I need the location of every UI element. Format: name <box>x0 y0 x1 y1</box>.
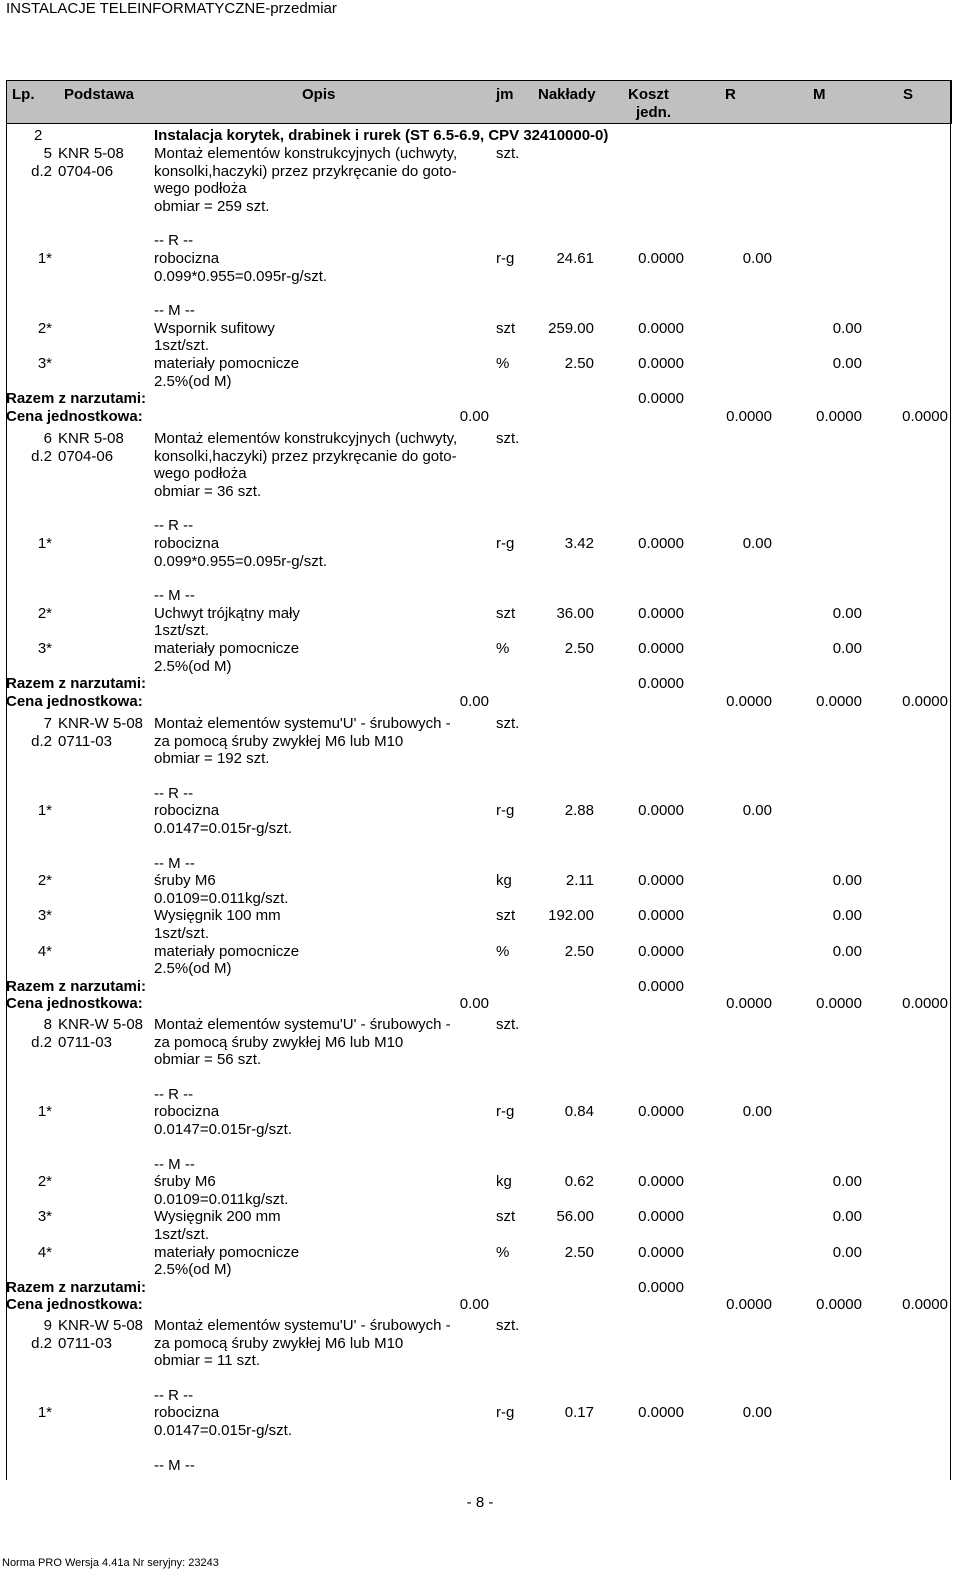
material-value: 0.00 <box>832 355 862 372</box>
resource-value: 0.00 <box>742 1103 772 1121</box>
cena-label: Cena jednostkowa: <box>6 692 143 710</box>
resource-formula: 0.0147=0.015r-g/szt. <box>154 1422 293 1439</box>
cena-r: 0.0000 <box>726 407 772 425</box>
resource-index: 1* <box>37 535 52 552</box>
resource-qty: 2.88 <box>564 802 594 820</box>
table-header <box>6 80 952 124</box>
resource-unit: r-g <box>496 1404 515 1422</box>
resource-value: 0.00 <box>742 250 772 267</box>
resource-formula: 0.099*0.955=0.095r-g/szt. <box>154 552 328 570</box>
position-unit: szt. <box>496 1016 520 1033</box>
cena-s: 0.0000 <box>902 692 948 710</box>
cena-value: 0.00 <box>459 692 489 710</box>
material-name: Wysięgnik 200 mm <box>154 1208 281 1226</box>
resource-index: 1* <box>37 802 52 820</box>
material-price: 0.0000 <box>638 319 684 337</box>
position-description: konsolki,haczyki) przez przykręcanie do goto- <box>154 447 457 465</box>
labor-marker: -- R -- <box>154 517 194 535</box>
material-index: 2* <box>37 604 52 622</box>
resource-formula: 0.0147=0.015r-g/szt. <box>154 820 293 837</box>
resource-qty: 3.42 <box>564 535 594 552</box>
material-formula: 1szt/szt. <box>154 337 210 355</box>
cena-m: 0.0000 <box>816 1296 862 1314</box>
position-description: wego podłoża <box>154 180 247 198</box>
material-index: 3* <box>37 1208 52 1226</box>
material-formula: 2.5%(od M) <box>154 657 232 675</box>
material-index: 2* <box>37 1173 52 1191</box>
resource-qty: 24.61 <box>556 250 594 267</box>
resource-unit: r-g <box>496 1103 515 1121</box>
position-number: 7 <box>43 715 52 732</box>
razem-label: Razem z narzutami: <box>6 1278 147 1296</box>
material-value: 0.00 <box>832 1243 862 1261</box>
position-unit: szt. <box>496 715 520 732</box>
resource-formula: 0.099*0.955=0.095r-g/szt. <box>154 267 328 285</box>
cena-r: 0.0000 <box>726 995 772 1013</box>
header-opis: Opis <box>302 86 336 103</box>
header-m: M <box>813 86 826 103</box>
material-qty: 2.50 <box>564 942 594 960</box>
position-basis: KNR-W 5-08 <box>58 1317 144 1334</box>
position-basis-code: 0704-06 <box>58 162 114 180</box>
material-price: 0.0000 <box>638 1208 684 1226</box>
material-qty: 192.00 <box>548 907 594 925</box>
cena-r: 0.0000 <box>726 692 772 710</box>
cena-m: 0.0000 <box>816 692 862 710</box>
position-sub: d.2 <box>31 1033 52 1051</box>
material-value: 0.00 <box>832 604 862 622</box>
position-unit: szt. <box>496 430 520 447</box>
material-formula: 1szt/szt. <box>154 622 210 640</box>
position-sub: d.2 <box>31 732 52 750</box>
position-description: za pomocą śruby zwykłej M6 lub M10 <box>154 1033 404 1051</box>
material-name: śruby M6 <box>154 872 216 890</box>
material-unit: szt <box>496 319 516 337</box>
resource-qty: 0.84 <box>564 1103 594 1121</box>
material-price: 0.0000 <box>638 907 684 925</box>
position-description: za pomocą śruby zwykłej M6 lub M10 <box>154 1334 404 1352</box>
position-basis: KNR-W 5-08 <box>58 1016 144 1033</box>
resource-price: 0.0000 <box>638 1103 684 1121</box>
razem-label: Razem z narzutami: <box>6 390 147 408</box>
table-left-border <box>6 80 7 1480</box>
header-s: S <box>903 86 914 103</box>
material-marker: -- M -- <box>154 587 195 605</box>
cena-m: 0.0000 <box>816 407 862 425</box>
material-qty: 2.50 <box>564 355 594 372</box>
position-sub: d.2 <box>31 447 52 465</box>
resource-name: robocizna <box>154 1103 220 1121</box>
cena-label: Cena jednostkowa: <box>6 995 143 1013</box>
position-obmiar: obmiar = 36 szt. <box>154 482 262 500</box>
position-sub: d.2 <box>31 1334 52 1352</box>
resource-index: 1* <box>37 1103 52 1121</box>
position-description: Montaż elementów systemu'U' - śrubowych - <box>154 715 451 732</box>
resource-unit: r-g <box>496 535 515 552</box>
material-name: Wysięgnik 100 mm <box>154 907 281 925</box>
labor-marker: -- R -- <box>154 784 194 802</box>
razem-label: Razem z narzutami: <box>6 675 147 693</box>
material-name: materiały pomocnicze <box>154 942 300 960</box>
material-unit: kg <box>496 872 512 890</box>
header-jm: jm <box>496 86 514 103</box>
resource-name: robocizna <box>154 802 220 820</box>
material-unit: % <box>496 640 510 657</box>
section-title: Instalacja korytek, drabinek i rurek (ST 6.5-6.9, CPV 32410000-0) <box>154 127 609 144</box>
position-unit: szt. <box>496 1317 520 1334</box>
material-index: 3* <box>37 640 52 657</box>
material-qty: 2.50 <box>564 1243 594 1261</box>
position-description: Montaż elementów konstrukcyjnych (uchwyty, <box>154 430 458 447</box>
material-formula: 2.5%(od M) <box>154 372 232 390</box>
position-number: 6 <box>43 430 52 447</box>
labor-marker: -- R -- <box>154 1085 194 1103</box>
material-name: materiały pomocnicze <box>154 1243 300 1261</box>
material-qty: 2.50 <box>564 640 594 657</box>
material-unit: szt <box>496 1208 516 1226</box>
material-price: 0.0000 <box>638 1243 684 1261</box>
position-basis: KNR-W 5-08 <box>58 715 144 732</box>
position-obmiar: obmiar = 11 szt. <box>154 1352 261 1370</box>
material-value: 0.00 <box>832 907 862 925</box>
material-price: 0.0000 <box>638 604 684 622</box>
resource-name: robocizna <box>154 535 220 552</box>
material-unit: szt <box>496 604 516 622</box>
position-description: Montaż elementów systemu'U' - śrubowych - <box>154 1317 451 1334</box>
material-name: Uchwyt trójkątny mały <box>154 604 300 622</box>
cena-m: 0.0000 <box>816 995 862 1013</box>
material-name: Wspornik sufitowy <box>154 319 275 337</box>
razem-value: 0.0000 <box>638 675 684 693</box>
material-name: materiały pomocnicze <box>154 640 300 657</box>
material-value: 0.00 <box>832 319 862 337</box>
material-unit: % <box>496 1243 510 1261</box>
header-naklady: Nakłady <box>538 86 596 103</box>
position-number: 9 <box>43 1317 52 1334</box>
resource-name: robocizna <box>154 1404 220 1422</box>
position-obmiar: obmiar = 259 szt. <box>154 197 270 215</box>
resource-index: 1* <box>37 250 52 267</box>
material-formula: 1szt/szt. <box>154 1226 210 1243</box>
cena-value: 0.00 <box>459 407 489 425</box>
page-number: - 8 - <box>466 1494 494 1511</box>
header-r: R <box>725 86 736 103</box>
labor-marker: -- R -- <box>154 1386 194 1404</box>
material-price: 0.0000 <box>638 640 684 657</box>
material-name: śruby M6 <box>154 1173 216 1191</box>
material-index: 2* <box>37 319 52 337</box>
material-unit: % <box>496 355 510 372</box>
resource-index: 1* <box>37 1404 52 1422</box>
section-number: 2 <box>34 127 43 144</box>
resource-value: 0.00 <box>742 802 772 820</box>
position-obmiar: obmiar = 192 szt. <box>154 750 270 768</box>
position-basis-code: 0704-06 <box>58 447 114 465</box>
razem-value: 0.0000 <box>638 1278 684 1296</box>
material-unit: % <box>496 942 510 960</box>
material-marker: -- M -- <box>154 1155 195 1173</box>
material-index: 3* <box>37 907 52 925</box>
material-qty: 56.00 <box>556 1208 594 1226</box>
material-value: 0.00 <box>832 872 862 890</box>
cena-label: Cena jednostkowa: <box>6 407 143 425</box>
material-marker: -- M -- <box>154 854 195 872</box>
position-description: za pomocą śruby zwykłej M6 lub M10 <box>154 732 404 750</box>
position-description: Montaż elementów systemu'U' - śrubowych - <box>154 1016 451 1033</box>
position-description: wego podłoża <box>154 465 247 483</box>
position-sub: d.2 <box>31 162 52 180</box>
document-title: INSTALACJE TELEINFORMATYCZNE-przedmiar <box>6 0 337 17</box>
material-price: 0.0000 <box>638 942 684 960</box>
material-unit: kg <box>496 1173 512 1191</box>
razem-label: Razem z narzutami: <box>6 977 147 995</box>
position-basis-code: 0711-03 <box>58 732 112 750</box>
material-value: 0.00 <box>832 1208 862 1226</box>
material-marker: -- M -- <box>154 302 195 320</box>
material-index: 4* <box>37 1243 52 1261</box>
position-unit: szt. <box>496 145 520 162</box>
material-price: 0.0000 <box>638 1173 684 1191</box>
razem-value: 0.0000 <box>638 390 684 408</box>
material-unit: szt <box>496 907 516 925</box>
resource-price: 0.0000 <box>638 535 684 552</box>
position-basis: KNR 5-08 <box>58 430 124 447</box>
resource-price: 0.0000 <box>638 1404 684 1422</box>
material-formula: 2.5%(od M) <box>154 1261 232 1279</box>
razem-value: 0.0000 <box>638 977 684 995</box>
software-note: Norma PRO Wersja 4.41a Nr seryjny: 23243 <box>2 1557 219 1569</box>
cena-s: 0.0000 <box>902 995 948 1013</box>
cena-s: 0.0000 <box>902 407 948 425</box>
material-price: 0.0000 <box>638 355 684 372</box>
resource-unit: r-g <box>496 802 515 820</box>
header-koszt-jedn: jedn. <box>636 104 672 121</box>
material-index: 4* <box>37 942 52 960</box>
material-formula: 0.0109=0.011kg/szt. <box>154 1190 289 1208</box>
material-formula: 1szt/szt. <box>154 925 210 942</box>
cena-value: 0.00 <box>459 995 489 1013</box>
position-basis: KNR 5-08 <box>58 145 124 162</box>
material-qty: 36.00 <box>556 604 594 622</box>
material-formula: 0.0109=0.011kg/szt. <box>154 889 289 907</box>
cena-r: 0.0000 <box>726 1296 772 1314</box>
material-qty: 0.62 <box>564 1173 594 1191</box>
resource-price: 0.0000 <box>638 250 684 267</box>
material-formula: 2.5%(od M) <box>154 960 232 978</box>
resource-formula: 0.0147=0.015r-g/szt. <box>154 1121 293 1138</box>
position-basis-code: 0711-03 <box>58 1334 112 1352</box>
position-basis-code: 0711-03 <box>58 1033 112 1051</box>
material-value: 0.00 <box>832 1173 862 1191</box>
position-description: konsolki,haczyki) przez przykręcanie do goto- <box>154 162 457 180</box>
header-podstawa: Podstawa <box>64 86 135 103</box>
header-koszt: Koszt <box>628 86 669 103</box>
labor-marker: -- R -- <box>154 232 194 250</box>
material-marker: -- M -- <box>154 1456 195 1474</box>
material-index: 3* <box>37 355 52 372</box>
material-value: 0.00 <box>832 640 862 657</box>
resource-name: robocizna <box>154 250 220 267</box>
resource-unit: r-g <box>496 250 515 267</box>
resource-value: 0.00 <box>742 535 772 552</box>
table-right-border <box>950 80 951 1480</box>
material-name: materiały pomocnicze <box>154 355 300 372</box>
resource-price: 0.0000 <box>638 802 684 820</box>
cena-value: 0.00 <box>459 1296 489 1314</box>
position-number: 5 <box>43 145 52 162</box>
header-lp: Lp. <box>12 86 35 103</box>
material-value: 0.00 <box>832 942 862 960</box>
cena-label: Cena jednostkowa: <box>6 1296 143 1314</box>
material-index: 2* <box>37 872 52 890</box>
position-obmiar: obmiar = 56 szt. <box>154 1051 262 1069</box>
cena-s: 0.0000 <box>902 1296 948 1314</box>
resource-value: 0.00 <box>742 1404 772 1422</box>
position-number: 8 <box>43 1016 52 1033</box>
position-description: Montaż elementów konstrukcyjnych (uchwyty, <box>154 145 458 162</box>
resource-qty: 0.17 <box>564 1404 594 1422</box>
material-qty: 2.11 <box>565 872 594 890</box>
material-qty: 259.00 <box>548 319 594 337</box>
material-price: 0.0000 <box>638 872 684 890</box>
